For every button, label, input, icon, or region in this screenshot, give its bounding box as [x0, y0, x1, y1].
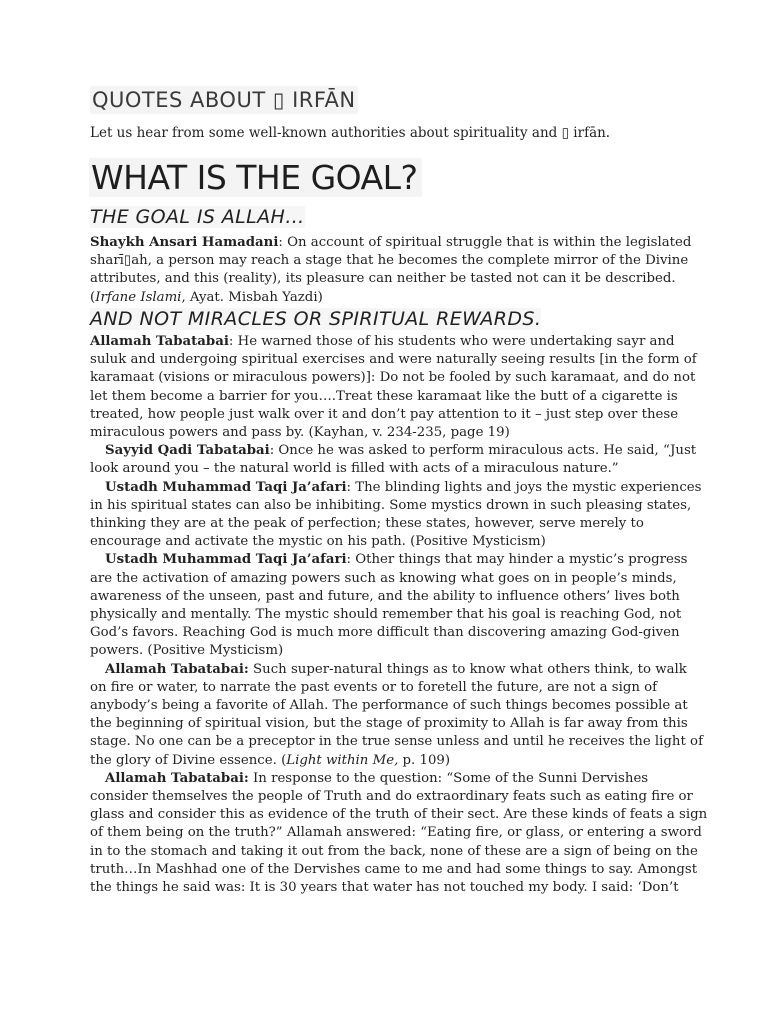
line-text: In response to the question: “Some of the Sunni Dervishes: [248, 770, 649, 786]
line-text: the things he said was: It is 30 years that water has not touched my body. I said: ‘Don’t: [90, 880, 679, 896]
text-line: [90, 570, 680, 588]
speaker-name: Ustadh Muhammad Taqi Ja’afari: [105, 552, 347, 568]
line-text: consider themselves the people of Truth and do extraordinary feats such as eating fire or: [90, 789, 693, 805]
line-text: truth…In Mashhad one of the Dervishes came to me and had some things to say. Amongst: [90, 861, 698, 877]
line-text: anybody’s being a favorite of Allah. The performance of such things becomes possible at: [90, 698, 688, 714]
line-text: : The blinding lights and joys the mystic experiences: [346, 479, 702, 495]
text-line: [90, 460, 680, 478]
line-text: : Other things that may hinder a mystic’s progress: [346, 552, 688, 568]
line-text: : He warned those of his students who were undertaking sayr and: [228, 334, 675, 349]
line-text: physically and mentally. The mystic should remember that his goal is reaching God, not: [90, 607, 682, 623]
text-line: [90, 715, 688, 733]
line-text: (: [90, 289, 96, 305]
line-text: : Once he was asked to perform miraculous acts. He said, “Just: [269, 443, 697, 459]
line-text: : On account of spiritual struggle that is within the legislated: [278, 235, 692, 250]
text-line: [90, 824, 702, 842]
text-line: [90, 624, 680, 642]
speaker-name: Shaykh Ansari Hamadani: [90, 235, 279, 250]
text-line: [90, 533, 680, 551]
line-text: look around you – the natural world is filled with acts of a miraculous nature.”: [90, 461, 619, 477]
text-line: [90, 806, 708, 824]
text-line: [90, 588, 680, 606]
text-line: [90, 497, 692, 515]
page-heading: QUOTES ABOUT ▯ IRFĀN: [92, 88, 356, 112]
line-text: God’s favors. Reaching God is much more difficult than discovering amazing God-given: [90, 625, 680, 641]
line-text: encourage and activate the mystic on his path. (Positive Mysticism): [90, 534, 546, 550]
text-line: [90, 642, 680, 660]
line-text: karamaat (visions or miraculous powers)]: Do not be fooled by such karamaat, and do not: [90, 370, 696, 386]
text-line: [90, 661, 687, 679]
line-text: awareness of the unseen, past and future, and the ability to influence others’ lives both: [90, 588, 680, 604]
intro-paragraph: Let us hear from some well-known authorities about spirituality and ▯ irfān.: [90, 125, 611, 141]
text-line: [90, 752, 680, 770]
text-line: [90, 843, 698, 861]
line-text: let them become a barrier for you….Treat these karamaat like the butt of a cigarette is: [90, 388, 678, 404]
speaker-name: Allamah Tabatabai: [90, 334, 229, 349]
line-text: glass and consider this as evidence of the truth of their sect. Are these kinds of feats a sign: [90, 807, 708, 823]
text-line: [90, 879, 680, 897]
line-text: Such super-natural things as to know what others think, to walk: [248, 661, 687, 677]
source-title: Irfane Islami: [95, 289, 182, 305]
line-text: on fire or water, to narrate the past events or to foretell the future, are not a sign of: [90, 679, 658, 695]
line-text: miraculous powers and pass by. (Kayhan, v. 234-235, page 19): [90, 425, 510, 441]
text-line: [90, 606, 680, 624]
line-text: , Ayat. Misbah Yazdi): [181, 289, 323, 305]
text-line: [90, 442, 697, 460]
line-text: attributes, and this (reality), its pleasure can neither be tasted not can it be described.: [90, 271, 676, 287]
text-line: [90, 270, 680, 288]
speaker-name: Sayyid Qadi Tabatabai: [105, 443, 270, 459]
text-line: [90, 252, 689, 270]
subheading-not-miracles: AND NOT MIRACLES OR SPIRITUAL REWARDS.: [90, 308, 542, 330]
line-text: stage. No one can be a preceptor in the true sense unless and until he receives the light of: [90, 734, 703, 750]
quotes-body: [90, 333, 708, 897]
text-line: [90, 679, 680, 697]
text-line: [90, 234, 692, 252]
speaker-name: Allamah Tabatabai:: [105, 661, 249, 677]
text-line: [90, 333, 680, 351]
text-line: [90, 515, 680, 533]
speaker-name: Allamah Tabatabai:: [105, 770, 249, 786]
text-line: [90, 788, 693, 806]
text-line: [90, 289, 680, 307]
goal-paragraph: [90, 234, 692, 307]
text-line: [90, 697, 688, 715]
line-text: the glory of Divine essence. (: [90, 752, 287, 768]
line-text: thinking they are at the peak of perfection; these states, however, serve merely to: [90, 516, 644, 532]
section-title: WHAT IS THE GOAL?: [89, 158, 422, 197]
text-line: [90, 406, 680, 424]
source-title: Light within Me,: [286, 752, 399, 768]
line-text: treated, how people just walk over it and don’t pay attention to it – just step over these: [90, 406, 679, 422]
text-line: [90, 479, 702, 497]
text-line: [90, 388, 680, 406]
text-line: [90, 424, 680, 442]
text-line: [90, 733, 703, 751]
line-text: in his spiritual states can also be inhibiting. Some mystics drown in such pleasing states,: [90, 497, 692, 513]
subheading-goal: THE GOAL IS ALLAH…: [90, 206, 305, 228]
line-text: p. 109): [398, 752, 451, 768]
line-text: of them being on the truth?” Allamah answered: “Eating fire, or glass, or entering a sword: [90, 825, 702, 841]
speaker-name: Ustadh Muhammad Taqi Ja’afari: [105, 479, 347, 495]
line-text: powers. (Positive Mysticism): [90, 643, 284, 659]
line-text: the beginning of spiritual vision, but the stage of proximity to Allah is far away from this: [90, 716, 688, 732]
text-line: [90, 351, 697, 369]
text-line: [90, 369, 696, 387]
line-text: in to the stomach and taking it out from the back, none of these are a sign of being on the: [90, 843, 698, 859]
line-text: sharī▯ah, a person may reach a stage that he becomes the complete mirror of the Divine: [90, 253, 689, 269]
line-text: are the activation of amazing powers such as knowing what goes on in people’s minds,: [90, 570, 677, 586]
text-line: [90, 551, 688, 569]
line-text: suluk and undergoing spiritual exercises and were naturally seeing results [in the form of: [90, 352, 697, 368]
text-line: [90, 861, 698, 879]
text-line: [90, 770, 680, 788]
